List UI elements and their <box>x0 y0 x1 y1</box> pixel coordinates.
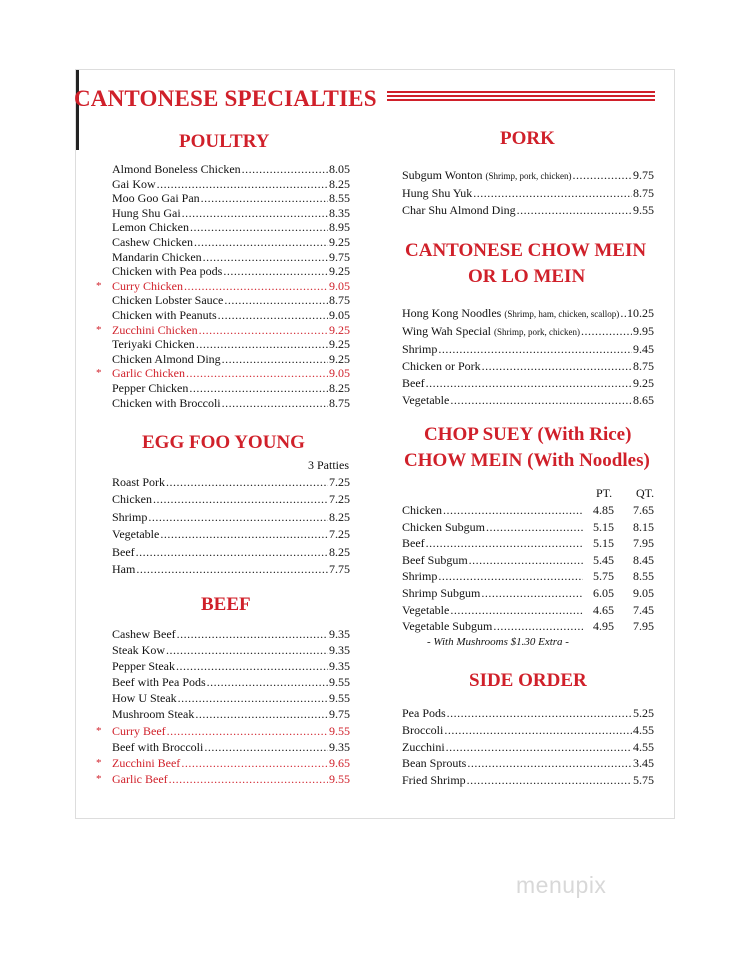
leader-dots <box>450 602 583 619</box>
item-description: (Shrimp, pork, chicken) <box>485 171 572 181</box>
leader-dots <box>176 658 328 674</box>
leader-dots <box>242 162 328 177</box>
item-name: Shrimp <box>402 569 438 584</box>
item-price-quart: 8.45 <box>633 552 654 567</box>
item-price: 8.75 <box>329 395 350 410</box>
menu-item <box>402 341 654 358</box>
menu-item <box>96 278 350 294</box>
item-price: 9.25 <box>329 351 350 366</box>
title-rule <box>387 91 655 101</box>
beef-list <box>96 626 350 787</box>
item-name: Pepper Steak <box>112 659 175 674</box>
leader-dots <box>157 177 328 192</box>
item-name: Gai Kow <box>112 176 156 191</box>
item-price: 7.25 <box>329 527 350 542</box>
item-price: 9.75 <box>633 168 654 182</box>
item-price-quart: 8.55 <box>633 569 654 584</box>
item-price: 9.05 <box>329 307 350 322</box>
leader-dots <box>136 544 328 561</box>
menu-item <box>112 739 350 755</box>
egg-foo-young-heading: EGG FOO YOUNG <box>142 432 305 453</box>
mushroom-note: - With Mushrooms $1.30 Extra - <box>427 636 569 648</box>
chop-suey-heading: CHOP SUEY (With Rice) <box>424 424 632 445</box>
menu-item <box>402 568 654 585</box>
leader-dots <box>473 185 632 202</box>
chow-mein-list <box>402 305 654 410</box>
item-name: Wing Wah Special (Shrimp, pork, chicken) <box>402 324 580 339</box>
leader-dots <box>444 722 632 739</box>
menu-item <box>112 706 350 722</box>
leader-dots <box>223 264 328 279</box>
item-name: Shrimp <box>402 342 438 357</box>
item-name: Roast Pork <box>112 475 166 489</box>
item-name: Chicken Subgum <box>402 519 485 534</box>
leader-dots <box>481 585 583 602</box>
menu-item <box>112 396 350 411</box>
item-price: 8.65 <box>633 393 654 408</box>
item-price: 7.25 <box>329 475 350 489</box>
leader-dots <box>136 561 328 578</box>
spicy-marker: * <box>96 724 102 737</box>
leader-dots <box>438 568 583 585</box>
leader-dots <box>148 509 328 526</box>
leader-dots <box>517 202 632 219</box>
menu-item <box>402 552 654 569</box>
leader-dots <box>446 739 632 756</box>
leader-dots <box>207 674 328 690</box>
item-price-pint: 6.05 <box>593 585 614 600</box>
egg-foo-young-list <box>112 474 350 578</box>
item-name: Chicken <box>112 492 152 507</box>
spicy-marker: * <box>96 323 102 336</box>
item-name: Chicken with Pea pods <box>112 264 223 279</box>
item-price: 8.25 <box>329 176 350 191</box>
item-name: Garlic Beef <box>112 771 168 786</box>
spicy-marker: * <box>96 367 102 380</box>
menu-item <box>112 191 350 206</box>
menu-item <box>402 602 654 619</box>
item-name: Char Shu Almond Ding <box>402 203 516 217</box>
item-name: Beef <box>112 544 135 559</box>
item-price-pint: 4.85 <box>593 503 614 517</box>
item-price: 4.55 <box>633 739 654 754</box>
item-name: Curry Chicken <box>112 278 183 293</box>
item-name: Garlic Chicken <box>112 366 185 381</box>
menupix-watermark: menupix <box>516 872 607 898</box>
menu-item <box>112 561 350 578</box>
item-name: Chicken Lobster Sauce <box>112 293 224 308</box>
item-name: Chicken or Pork <box>402 359 481 374</box>
leader-dots <box>438 341 632 358</box>
item-name: Zucchini Beef <box>112 755 181 770</box>
item-name: Hung Shu Yuk <box>402 186 473 200</box>
item-name: Zucchini <box>402 739 445 754</box>
item-price: 5.75 <box>633 773 654 788</box>
leader-dots <box>224 293 328 308</box>
menu-item <box>112 337 350 352</box>
item-price: 8.25 <box>329 509 350 524</box>
menu-item <box>112 526 350 543</box>
beef-heading: BEEF <box>201 594 251 615</box>
item-name: Beef <box>402 536 425 551</box>
menu-item <box>112 474 350 491</box>
item-price: 9.75 <box>329 249 350 264</box>
menu-item <box>402 392 654 409</box>
item-name: Beef Subgum <box>402 552 468 567</box>
menu-item <box>112 220 350 235</box>
item-name: Bean Sprouts <box>402 756 467 771</box>
col-qt-label: QT. <box>636 486 655 500</box>
item-price: 9.55 <box>329 771 350 786</box>
item-price: 9.35 <box>329 739 350 754</box>
item-name: Curry Beef <box>112 723 166 738</box>
item-price: 8.25 <box>329 380 350 395</box>
leader-dots <box>450 392 632 409</box>
leader-dots <box>426 535 583 552</box>
leader-dots <box>467 772 632 789</box>
menu-item <box>402 185 654 202</box>
leader-dots <box>178 690 328 706</box>
leader-dots <box>160 526 328 543</box>
pork-heading: PORK <box>500 128 555 149</box>
leader-dots <box>195 706 328 722</box>
item-price: 8.05 <box>329 162 350 176</box>
item-name: Mandarin Chicken <box>112 249 202 264</box>
leader-dots <box>572 167 632 184</box>
menu-item <box>402 705 654 722</box>
item-name: Cashew Chicken <box>112 234 193 249</box>
spicy-marker: * <box>96 756 102 769</box>
item-price: 7.25 <box>329 492 350 507</box>
item-price: 8.95 <box>329 220 350 235</box>
item-name: Shrimp Subgum <box>402 585 481 600</box>
leader-dots <box>222 352 328 367</box>
leader-dots <box>153 491 328 508</box>
item-name: Chicken with Broccoli <box>112 395 221 410</box>
leader-dots <box>184 279 328 294</box>
menu-item <box>112 162 350 177</box>
item-price-quart: 7.95 <box>633 536 654 551</box>
leader-dots <box>203 250 328 265</box>
leader-dots <box>196 337 328 352</box>
menu-item <box>112 544 350 561</box>
item-name: Hung Shu Gai <box>112 205 181 220</box>
item-price-quart: 8.15 <box>633 519 654 534</box>
item-price: 9.55 <box>329 691 350 706</box>
leader-dots <box>169 771 328 787</box>
side-order-heading: SIDE ORDER <box>469 670 587 691</box>
leader-dots <box>166 642 328 658</box>
leader-dots <box>189 381 328 396</box>
menu-item <box>112 658 350 674</box>
menu-item <box>402 305 654 323</box>
leader-dots <box>181 755 328 771</box>
item-price: 4.55 <box>633 722 654 737</box>
item-price: 8.25 <box>329 544 350 559</box>
item-name: Moo Goo Gai Pan <box>112 191 200 206</box>
item-name: Shrimp <box>112 509 148 524</box>
item-price: 9.95 <box>633 324 654 339</box>
menu-item <box>402 535 654 552</box>
side-order-list <box>402 705 654 789</box>
leader-dots <box>447 705 632 722</box>
menu-item <box>402 722 654 739</box>
item-price: 9.55 <box>329 723 350 738</box>
item-name: Fried Shrimp <box>402 773 466 788</box>
col-pt-label: PT. <box>596 486 613 500</box>
item-price: 3.45 <box>633 756 654 771</box>
item-name: Chicken with Peanuts <box>112 307 217 322</box>
menu-item <box>402 502 654 519</box>
leader-dots <box>182 206 328 221</box>
item-price: 9.05 <box>329 366 350 381</box>
menu-item <box>402 739 654 756</box>
item-price: 9.25 <box>329 264 350 279</box>
item-price: 9.25 <box>633 376 654 391</box>
item-price: 9.65 <box>329 755 350 770</box>
item-name: Steak Kow <box>112 643 165 658</box>
item-name: Chicken <box>402 503 442 517</box>
item-price-quart: 9.05 <box>633 585 654 600</box>
leader-dots <box>186 366 328 381</box>
menu-item <box>112 352 350 367</box>
item-name: Ham <box>112 562 136 577</box>
item-name: Beef with Broccoli <box>112 739 204 754</box>
leader-dots <box>222 396 328 411</box>
leader-dots <box>201 191 328 206</box>
item-price: 9.25 <box>329 322 350 337</box>
item-price: 9.35 <box>329 659 350 674</box>
leader-dots <box>467 755 632 772</box>
pork-list <box>402 167 654 219</box>
menu-item <box>96 322 350 338</box>
item-name: Mushroom Steak <box>112 707 195 722</box>
menu-item <box>402 772 654 789</box>
menu-item <box>96 755 350 771</box>
leader-dots <box>620 305 626 322</box>
menu-item <box>112 509 350 526</box>
item-price: 9.35 <box>329 643 350 658</box>
item-price: 9.35 <box>329 627 350 641</box>
leader-dots <box>581 323 632 340</box>
menu-item <box>96 771 350 787</box>
leader-dots <box>469 552 583 569</box>
item-description: (Shrimp, ham, chicken, scallop) <box>504 309 620 319</box>
menu-item <box>112 264 350 279</box>
leader-dots <box>204 739 328 755</box>
item-name: Almond Boneless Chicken <box>112 162 241 176</box>
item-price: 8.35 <box>329 205 350 220</box>
menu-item <box>112 674 350 690</box>
chop-suey-list <box>402 502 654 635</box>
item-price-pint: 4.65 <box>593 602 614 617</box>
menu-item <box>112 235 350 250</box>
item-price: 9.75 <box>329 707 350 722</box>
leader-dots <box>199 323 328 338</box>
menu-item <box>402 618 654 635</box>
menu-item <box>112 690 350 706</box>
menu-item <box>402 585 654 602</box>
item-name: Vegetable <box>402 602 450 617</box>
egg-foo-young-note: 3 Patties <box>308 458 349 472</box>
menu-item <box>402 519 654 536</box>
menu-item <box>402 323 654 341</box>
page-title: CANTONESE SPECIALTIES <box>74 86 377 111</box>
item-name: Subgum Wonton (Shrimp, pork, chicken) <box>402 168 572 182</box>
item-price: 7.75 <box>329 562 350 577</box>
item-name: Vegetable Subgum <box>402 619 493 634</box>
item-price: 9.45 <box>633 342 654 357</box>
item-price-quart: 7.45 <box>633 602 654 617</box>
item-price: 9.25 <box>329 234 350 249</box>
item-price: 5.25 <box>633 706 654 720</box>
item-price-quart: 7.95 <box>633 619 654 634</box>
item-price: 9.25 <box>329 337 350 352</box>
menu-item <box>112 250 350 265</box>
leader-dots <box>426 375 632 392</box>
menu-item <box>112 177 350 192</box>
item-name: Hong Kong Noodles (Shrimp, ham, chicken, scallop) <box>402 306 620 320</box>
item-price: 8.75 <box>329 293 350 308</box>
leader-dots <box>486 519 583 536</box>
item-name: Beef <box>402 376 425 391</box>
item-name: Zucchini Chicken <box>112 322 198 337</box>
menu-item <box>402 755 654 772</box>
item-name: Pea Pods <box>402 706 446 720</box>
item-price-pint: 5.15 <box>593 536 614 551</box>
item-name: How U Steak <box>112 691 177 706</box>
item-name: Vegetable <box>112 527 160 542</box>
item-description: (Shrimp, pork, chicken) <box>493 327 580 338</box>
item-name: Broccoli <box>402 722 444 737</box>
item-name: Vegetable <box>402 393 450 408</box>
item-price-pint: 5.45 <box>593 552 614 567</box>
leader-dots <box>443 502 583 519</box>
menu-item <box>112 626 350 642</box>
menu-item <box>96 366 350 381</box>
poultry-heading: POULTRY <box>179 131 270 152</box>
menu-item <box>112 381 350 396</box>
poultry-list <box>96 162 350 410</box>
menu-item <box>402 358 654 375</box>
item-name: Pepper Chicken <box>112 380 189 395</box>
leader-dots <box>190 220 328 235</box>
chow-mein-noodles-heading: CHOW MEIN (With Noodles) <box>404 450 650 471</box>
leader-dots <box>177 626 328 642</box>
item-price: 8.75 <box>633 186 654 200</box>
chow-mein-heading-2: OR LO MEIN <box>468 266 586 287</box>
item-price-pint: 4.95 <box>593 619 614 634</box>
leader-dots <box>166 474 328 491</box>
leader-dots <box>194 235 328 250</box>
item-price: 8.55 <box>329 191 350 206</box>
spicy-marker: * <box>96 279 102 292</box>
item-name: Teriyaki Chicken <box>112 337 195 352</box>
menu-item <box>112 642 350 658</box>
menu-item <box>112 491 350 508</box>
chow-mein-heading-1: CANTONESE CHOW MEIN <box>405 240 647 261</box>
leader-dots <box>493 618 583 635</box>
item-price-pint: 5.75 <box>593 569 614 584</box>
item-price: 10.25 <box>627 306 654 320</box>
item-name: Lemon Chicken <box>112 220 189 235</box>
leader-dots <box>482 358 632 375</box>
item-name: Chicken Almond Ding <box>112 351 221 366</box>
menu-item <box>112 308 350 323</box>
item-price: 9.55 <box>329 675 350 690</box>
menu-item <box>112 293 350 308</box>
item-price-pint: 5.15 <box>593 519 614 534</box>
item-name: Cashew Beef <box>112 627 176 641</box>
menu-item <box>402 375 654 392</box>
item-price: 9.55 <box>633 203 654 217</box>
leader-dots <box>218 308 328 323</box>
leader-dots <box>167 723 328 739</box>
item-price: 9.05 <box>329 278 350 293</box>
item-price-quart: 7.65 <box>633 503 654 517</box>
menu-item <box>96 723 350 739</box>
spicy-marker: * <box>96 772 102 785</box>
menu-item <box>402 167 654 185</box>
menu-item <box>112 206 350 221</box>
item-price: 8.75 <box>633 359 654 374</box>
item-name: Beef with Pea Pods <box>112 675 206 690</box>
menu-item <box>402 202 654 219</box>
